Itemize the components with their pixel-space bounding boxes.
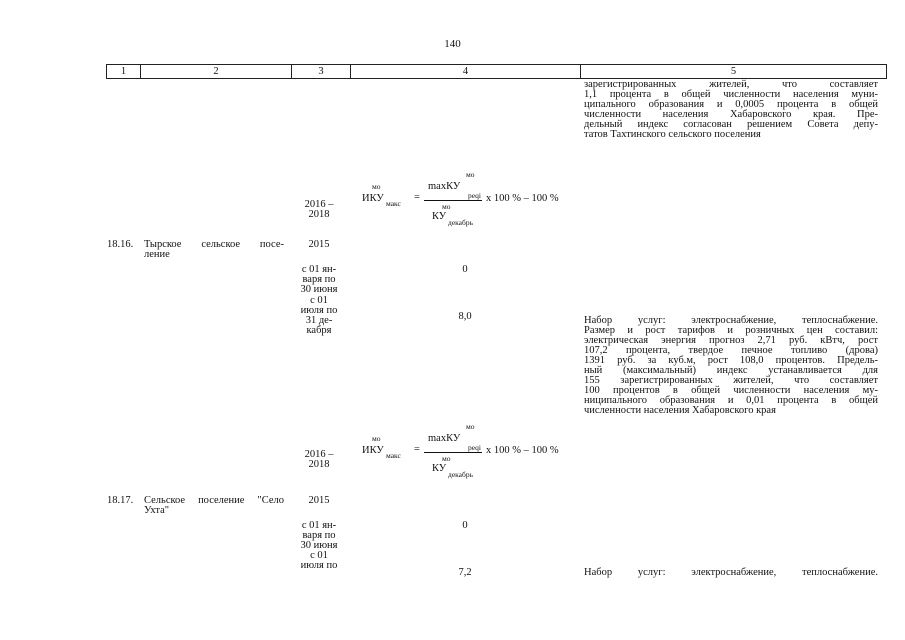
description-line: численности населения Хабаровского края: [584, 405, 776, 416]
description-line: ципального образования и 0,0005 процента в общей: [584, 99, 878, 110]
header-col-5: 5: [730, 66, 737, 77]
description-line: Набор услуг: электроснабжение, теплоснабжение.: [584, 315, 878, 326]
formula-denominator: КУ: [432, 211, 447, 222]
formula-sub: декабрь: [448, 470, 473, 479]
row-value-1: 0: [462, 264, 468, 275]
header-col-4: 4: [462, 66, 469, 77]
row-description: [584, 568, 878, 578]
period-line: 2016 –: [304, 449, 334, 460]
formula-sub: реqi: [468, 443, 481, 452]
row-description: [584, 316, 878, 416]
period-line: варя по: [302, 530, 336, 541]
period-line: 2018: [308, 209, 330, 220]
description-line: ниципального образования и 0,01 процента в общей: [584, 395, 878, 406]
row-year: 2015: [308, 495, 330, 506]
formula-lhs: ИКУ: [362, 193, 384, 204]
formula-numerator: maxКУ: [428, 433, 461, 444]
description-line: зарегистрированных жителей, что составляет: [584, 79, 878, 90]
formula-sup: мо: [442, 454, 451, 463]
description-line: 107,2 процента, твердое печное топливо (дрова): [584, 345, 878, 356]
period-line: июля по: [300, 305, 338, 316]
formula-tail: x 100 % – 100 %: [486, 445, 559, 456]
row-value-1: 0: [462, 520, 468, 531]
period-line: с 01 ян-: [301, 520, 337, 531]
row-number: 18.16.: [107, 239, 134, 250]
period-line: 31 де-: [305, 315, 333, 326]
formula-lhs: ИКУ: [362, 445, 384, 456]
period-line: 2018: [308, 459, 330, 470]
description-line: татов Тахтинского сельского поселения: [584, 129, 761, 140]
row-number: 18.17.: [107, 495, 134, 506]
period-line: варя по: [302, 274, 336, 285]
formula-sup: мо: [466, 422, 475, 431]
formula-sup: мо: [466, 170, 475, 179]
name-line: ление: [144, 249, 170, 260]
continuation-description: [584, 80, 878, 140]
formula-sub: макс: [386, 199, 401, 208]
formula-iku: [362, 424, 582, 484]
formula-eq: =: [414, 192, 420, 203]
period-line: с 01: [310, 550, 328, 561]
period-2016-2018: [290, 200, 348, 220]
row-name: [144, 240, 284, 260]
period-line: с 01: [310, 295, 328, 306]
formula-sub: декабрь: [448, 218, 473, 227]
row-period-2: [290, 296, 348, 336]
period-line: июля по: [300, 560, 338, 571]
row-value-2: 7,2: [458, 567, 472, 578]
name-line: Тырское сельское посе-: [144, 239, 284, 250]
row-year: 2015: [308, 239, 330, 250]
name-line: Сельское поселение "Село: [144, 495, 284, 506]
formula-eq: =: [414, 444, 420, 455]
row-period-1: [290, 265, 348, 295]
period-line: 30 июня: [300, 540, 338, 551]
period-line: с 01 ян-: [301, 264, 337, 275]
fraction-line: [424, 452, 482, 453]
period-line: 30 июня: [300, 284, 338, 295]
description-line: ный (максимальный) индекс устанавливается для: [584, 365, 878, 376]
header-col-2: 2: [213, 66, 219, 77]
description-line: численности населения Хабаровского края. Пре-: [584, 109, 878, 120]
description-line: 1391 руб. за куб.м, рост 108,0 процентов. Предель-: [584, 355, 878, 366]
description-line: 100 процентов в общей численности населения му-: [584, 385, 878, 396]
row-period-1: [290, 521, 348, 551]
formula-sub: реqi: [468, 191, 481, 200]
header-col-3: 3: [318, 66, 324, 77]
period-line: 2016 –: [304, 199, 334, 210]
header-col-1: 1: [120, 66, 127, 77]
fraction-line: [424, 200, 482, 201]
name-line: Ухта": [144, 505, 170, 516]
formula-tail: x 100 % – 100 %: [486, 193, 559, 204]
description-line: 1,1 процента в общей численности населения муни-: [584, 89, 878, 100]
period-line: кабря: [306, 325, 332, 336]
description-line: электрическая энергия прогноз 2,71 руб. кВтч, рост: [584, 335, 878, 346]
formula-sup: мо: [372, 182, 381, 191]
formula-numerator: maxКУ: [428, 181, 461, 192]
row-value-2: 8,0: [458, 311, 472, 322]
period-2016-2018: [290, 450, 348, 470]
description-line: Размер и рост тарифов и розничных цен составил:: [584, 325, 878, 336]
formula-sub: макс: [386, 451, 401, 460]
description-line: Набор услуг: электроснабжение, теплоснабжение.: [584, 567, 878, 578]
formula-denominator: КУ: [432, 463, 447, 474]
formula-sup: мо: [372, 434, 381, 443]
row-period-2: [290, 551, 348, 571]
description-line: 155 зарегистрированных жителей, что составляет: [584, 375, 878, 386]
formula-iku: [362, 172, 582, 232]
page-number: 140: [444, 38, 461, 50]
formula-sup: мо: [442, 202, 451, 211]
row-name: [144, 496, 284, 516]
description-line: дельный индекс согласован решением Совета депу-: [584, 119, 878, 130]
table-header-row: [106, 64, 887, 79]
